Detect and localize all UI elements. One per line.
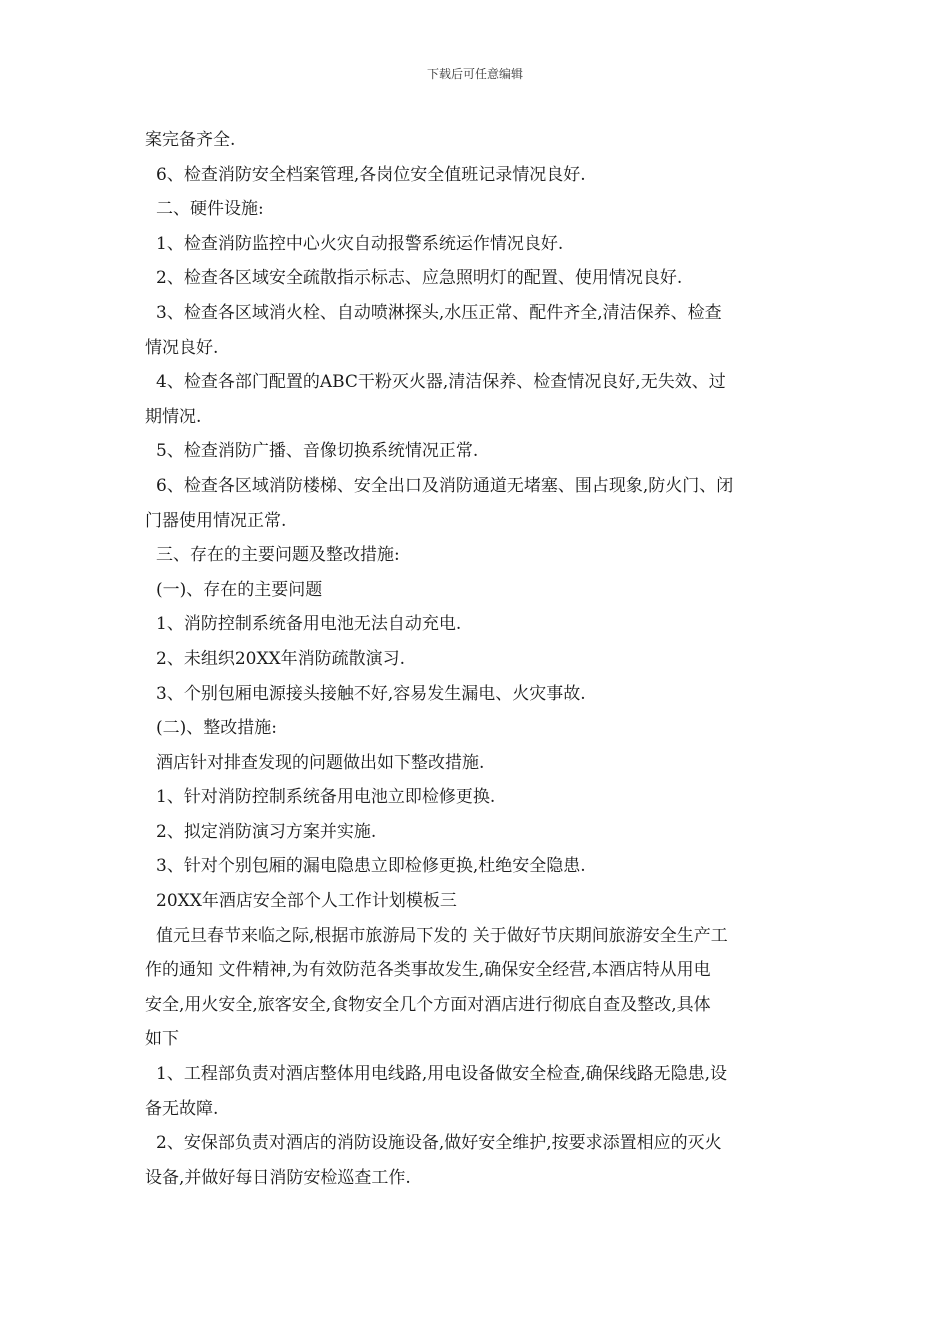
text-line: 设备,并做好每日消防安检巡查工作. <box>145 1167 411 1188</box>
text-line: 情况良好. <box>145 337 219 358</box>
text-line: 1、工程部负责对酒店整体用电线路,用电设备做安全检查,确保线路无隐患,设 <box>156 1064 728 1085</box>
text-line: 6、检查各区域消防楼梯、安全出口及消防通道无堵塞、围占现象,防火门、闭 <box>156 475 734 496</box>
text-line: 案完备齐全. <box>145 130 236 150</box>
text-line: 期情况. <box>145 406 202 427</box>
text-line: 酒店针对排查发现的问题做出如下整改措施. <box>156 752 485 773</box>
text-line: 如下 <box>145 1029 179 1050</box>
text-line: 门器使用情况正常. <box>145 510 287 531</box>
text-line: 4、检查各部门配置的ABC干粉灭火器,清洁保养、检查情况良好,无失效、过 <box>156 372 726 393</box>
text-line: 安全,用火安全,旅客安全,食物安全几个方面对酒店进行彻底自查及整改,具体 <box>145 994 711 1015</box>
text-line: 2、安保部负责对酒店的消防设施设备,做好安全维护,按要求添置相应的灭火 <box>156 1133 722 1154</box>
text-line: (二)、整改措施: <box>156 718 277 739</box>
text-line: 3、针对个别包厢的漏电隐患立即检修更换,杜绝安全隐患. <box>156 856 586 877</box>
text-line: 二、硬件设施: <box>156 199 264 220</box>
text-line: 2、拟定消防演习方案并实施. <box>156 821 377 842</box>
text-line: 1、针对消防控制系统备用电池立即检修更换. <box>156 787 496 808</box>
text-line: 1、检查消防监控中心火灾自动报警系统运作情况良好. <box>156 233 564 254</box>
text-line: 值元旦春节来临之际,根据市旅游局下发的 关于做好节庆期间旅游安全生产工 <box>156 925 728 946</box>
text-line: 6、检查消防安全档案管理,各岗位安全值班记录情况良好. <box>156 164 586 185</box>
text-line: (一)、存在的主要问题 <box>156 579 323 600</box>
text-line: 20XX年酒店安全部个人工作计划模板三 <box>156 891 457 912</box>
text-line: 作的通知 文件精神,为有效防范各类事故发生,确保安全经营,本酒店特从用电 <box>145 960 711 981</box>
text-line: 2、检查各区域安全疏散指示标志、应急照明灯的配置、使用情况良好. <box>156 268 683 289</box>
text-line: 3、检查各区域消火栓、自动喷淋探头,水压正常、配件齐全,清洁保养、检查 <box>156 302 722 323</box>
text-line: 1、消防控制系统备用电池无法自动充电. <box>156 614 462 635</box>
text-line: 3、个别包厢电源接头接触不好,容易发生漏电、火灾事故. <box>156 683 586 704</box>
document-body <box>145 123 810 1195</box>
text-line: 备无故障. <box>145 1098 219 1119</box>
text-line: 三、存在的主要问题及整改措施: <box>156 545 400 566</box>
page-header: 下载后可任意编辑 <box>426 67 523 81</box>
text-line: 2、未组织20XX年消防疏散演习. <box>156 648 406 669</box>
text-line: 5、检查消防广播、音像切换系统情况正常. <box>156 441 479 462</box>
